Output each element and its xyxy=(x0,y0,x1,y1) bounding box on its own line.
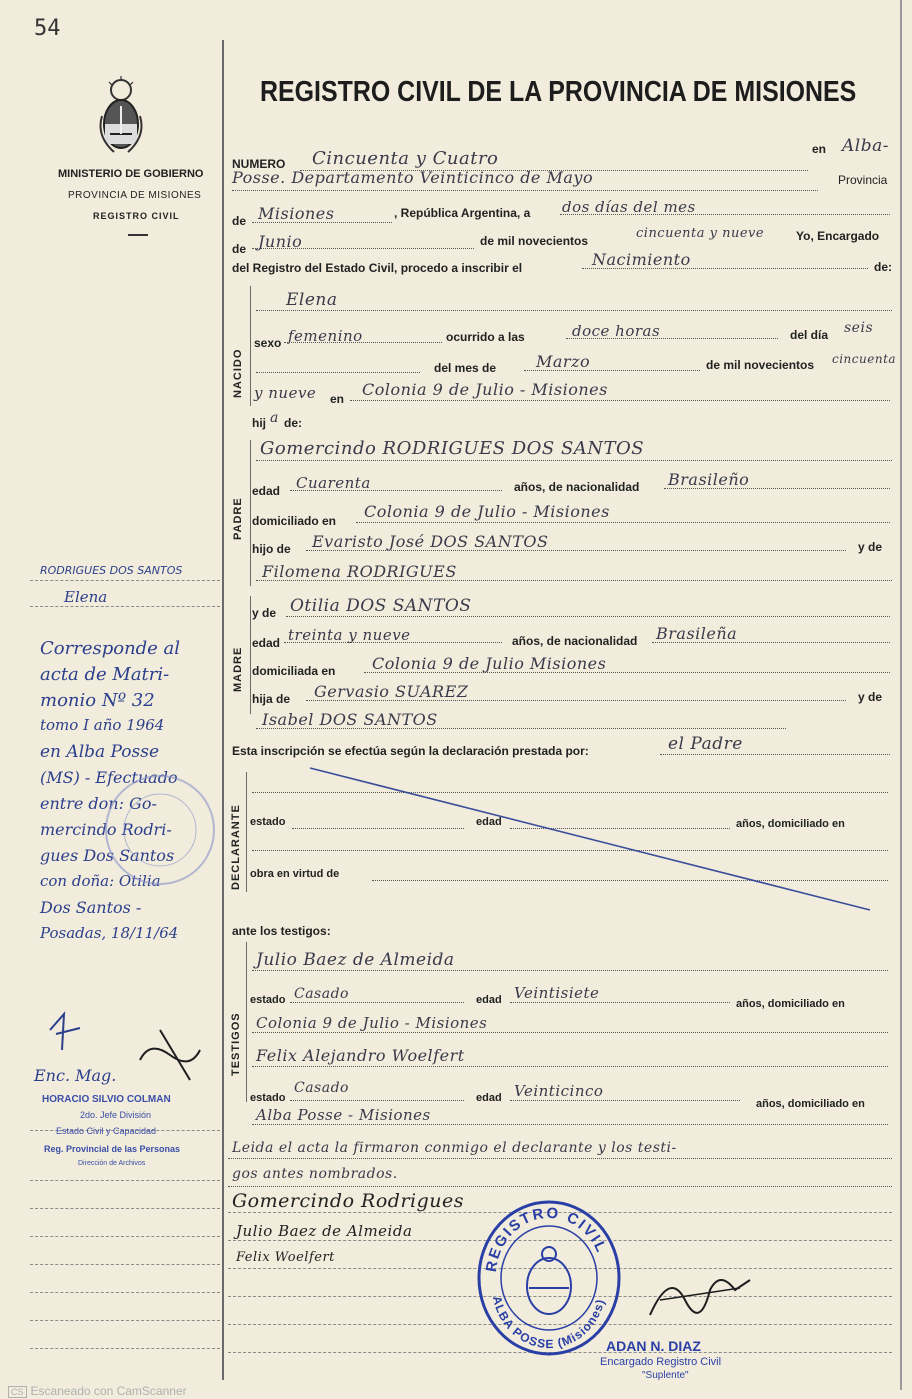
margin-rule-5 xyxy=(30,1264,220,1265)
padre-nac-value: Brasileño xyxy=(668,470,750,489)
margin-rule-a xyxy=(30,580,220,581)
testigo2-dom-value: Alba Posse - Misiones xyxy=(256,1106,431,1124)
obra-label: obra en virtud de xyxy=(250,868,340,880)
madre-y-de2-label: y de xyxy=(858,690,883,704)
padre-nombre-value: Gomercindo RODRIGUES DOS SANTOS xyxy=(260,438,645,459)
margin-note-5: (MS) - Efectuado xyxy=(40,768,178,787)
nacido-side-label: NACIDO xyxy=(232,348,244,398)
lugar-nac-value: Colonia 9 de Julio - Misiones xyxy=(362,380,608,399)
testigo2-anios-label: años, domiciliado en xyxy=(756,1098,865,1110)
ocurrido-label: ocurrido a las xyxy=(446,330,525,344)
lugar2-line xyxy=(232,190,818,191)
abuela-p-line xyxy=(256,580,892,581)
margin-note-0: Corresponde al xyxy=(40,638,181,659)
madre-dom-line xyxy=(364,672,890,673)
acto-value: Nacimiento xyxy=(592,250,691,269)
officer-name: ADAN N. DIAZ xyxy=(606,1338,701,1354)
cierre-line1: Leida el acta la firmaron conmigo el declarante y los testi- xyxy=(232,1140,677,1156)
provincia-value: Misiones xyxy=(258,204,335,223)
padre-edad-line xyxy=(290,490,502,491)
seal-top-text: REGISTRO CIVIL xyxy=(482,1204,611,1274)
padre-nombre-line xyxy=(256,460,892,461)
testigo2-edad-value: Veinticinco xyxy=(514,1082,604,1100)
madre-hija-de-label: hija de xyxy=(252,692,291,706)
en-label: en xyxy=(812,142,827,156)
madre-edad-label: edad xyxy=(252,636,281,650)
officer-signature xyxy=(640,1260,760,1330)
mes-value: Marzo xyxy=(536,352,591,371)
header-rule xyxy=(128,234,148,236)
hijo-label: hij xyxy=(252,416,266,430)
testigo1-anios-label: años, domiciliado en xyxy=(736,998,845,1010)
dia-registro-line xyxy=(560,214,890,215)
padre-dom-label: domiciliado en xyxy=(252,514,337,528)
testigo1-nombre-value: Julio Baez de Almeida xyxy=(256,950,455,970)
declarante-anios-label: años, domiciliado en xyxy=(736,818,845,830)
madre-dom-label: domiciliada en xyxy=(252,664,336,678)
margin-note-2: monio Nº 32 xyxy=(40,690,155,711)
hijo-suffix: a xyxy=(270,410,279,426)
anio-registro-value: cincuenta y nueve xyxy=(636,226,765,241)
margin-note-8: gues Dos Santos xyxy=(40,846,175,865)
abuela-m-value: Isabel DOS SANTOS xyxy=(262,710,438,729)
padre-dom-line xyxy=(356,522,890,523)
testigo1-estado-label: estado xyxy=(250,994,286,1006)
padre-hijo-de-label: hijo de xyxy=(252,542,291,556)
margin-rule-4 xyxy=(30,1236,220,1237)
declarante-side-label: DECLARANTE xyxy=(230,804,242,890)
testigos-bracket xyxy=(246,942,247,1102)
margin-stamp-line2: 2do. Jefe División xyxy=(80,1110,152,1120)
madre-dom-value: Colonia 9 de Julio Misiones xyxy=(372,654,607,673)
mes-line xyxy=(524,370,700,371)
margin-rule-7 xyxy=(30,1320,220,1321)
province-label: PROVINCIA DE MISIONES xyxy=(68,190,202,201)
yo-encargado-label: Yo, Encargado xyxy=(796,229,880,243)
declarante-bracket xyxy=(246,772,247,892)
document-title: REGISTRO CIVIL DE LA PROVINCIA DE MISIONES xyxy=(260,76,857,108)
madre-y-de-label: y de xyxy=(252,606,277,620)
declarante-line xyxy=(660,754,890,755)
hora-value: doce horas xyxy=(572,322,661,340)
del-mes-line-a xyxy=(256,372,420,373)
acto-line xyxy=(582,268,868,269)
madre-nombre-value: Otilia DOS SANTOS xyxy=(290,596,472,616)
margin-note-7: mercindo Rodri- xyxy=(40,820,172,839)
madre-nac-label: años, de nacionalidad xyxy=(512,634,638,648)
lugar-nac-line xyxy=(350,400,890,401)
margin-stamp-line5: Dirección de Archivos xyxy=(78,1160,146,1167)
numero-label: NUMERO xyxy=(232,157,286,171)
testigo1-edad-value: Veintisiete xyxy=(514,984,600,1002)
padre-side-label: PADRE xyxy=(232,497,244,540)
cierre1-line xyxy=(228,1158,892,1159)
testigo1-dom-line xyxy=(252,1032,888,1033)
testigo2-nombre-line xyxy=(252,1066,888,1067)
seal-bottom-text: ALBA POSSE (Misiones) xyxy=(489,1294,608,1352)
lugar2-value: Posse. Departamento Veinticinco de Mayo xyxy=(232,168,594,187)
cs-logo-icon: CS xyxy=(8,1386,27,1398)
padre-edad-value: Cuarenta xyxy=(296,474,371,492)
mes-registro-line xyxy=(252,248,474,249)
anio2-value: y nueve xyxy=(254,384,317,402)
coat-of-arms-icon xyxy=(96,76,146,156)
padre-bracket xyxy=(250,440,251,586)
testigos-label: ante los testigos: xyxy=(232,924,331,938)
nombre-line xyxy=(256,310,892,311)
republica-label: , República Argentina, a xyxy=(394,206,531,220)
provincia-label: Provincia xyxy=(838,173,888,187)
margin-note-6: entre don: Go- xyxy=(40,794,157,813)
madre-nac-value: Brasileña xyxy=(656,624,738,643)
margin-name-1: RODRIGUES DOS SANTOS xyxy=(40,564,183,577)
declarante-estado-label: estado xyxy=(250,816,286,828)
margin-note-9: con doña: Otilia xyxy=(40,872,161,890)
madre-nac-line xyxy=(652,642,890,643)
madre-side-label: MADRE xyxy=(232,646,244,692)
declarante-value: el Padre xyxy=(668,734,743,754)
margin-rule-6 xyxy=(30,1292,220,1293)
margin-note-4: en Alba Posse xyxy=(40,742,160,762)
margin-initials: Enc. Mag. xyxy=(34,1066,117,1085)
margin-rule-b xyxy=(30,606,220,607)
officer-role: Encargado Registro Civil xyxy=(600,1356,722,1368)
cancel-stroke xyxy=(300,760,880,920)
sexo-label: sexo xyxy=(254,336,282,350)
sexo-line xyxy=(284,342,442,343)
abuela-p-value: Filomena RODRIGUES xyxy=(262,562,457,581)
hijo-de-label: de: xyxy=(284,416,302,430)
margin-note-3: tomo I año 1964 xyxy=(40,716,165,734)
scanner-watermark-text: Escaneado con CamScanner xyxy=(30,1384,187,1398)
margin-seal xyxy=(100,770,220,890)
en2-label: en xyxy=(330,392,345,406)
abuelo-p-line xyxy=(306,550,846,551)
firma-julio: Julio Baez de Almeida xyxy=(236,1222,413,1240)
nombre-value: Elena xyxy=(286,290,338,310)
madre-nombre-line xyxy=(286,616,890,617)
de-label-2: de xyxy=(232,242,247,256)
margin-stamp-line4: Reg. Provincial de las Personas xyxy=(44,1144,181,1154)
del-registro-label: del Registro del Estado Civil, procedo a inscribir el xyxy=(232,261,523,275)
margin-name-2: Elena xyxy=(64,588,108,606)
sexo-value: femenino xyxy=(288,327,363,345)
margin-rule-3 xyxy=(30,1208,220,1209)
padre-nac-line xyxy=(664,488,890,489)
margin-stamp-line1: HORACIO SILVIO COLMAN xyxy=(42,1094,171,1105)
testigo1-estado-value: Casado xyxy=(294,986,349,1002)
inscripcion-label: Esta inscripción se efectúa según la declaración prestada por: xyxy=(232,744,589,758)
cierre-line2: gos antes nombrados. xyxy=(232,1166,398,1182)
page-number: 54 xyxy=(34,16,61,41)
padre-y-de-label: y de xyxy=(858,540,883,554)
column-divider xyxy=(222,40,224,1380)
padre-edad-label: edad xyxy=(252,484,281,498)
hora-line xyxy=(566,338,778,339)
abuelo-m-line xyxy=(306,700,846,701)
numero-value: Cincuenta y Cuatro xyxy=(312,148,499,169)
provincia-line xyxy=(252,222,392,223)
scanner-watermark xyxy=(8,1384,187,1398)
de-label-1: de xyxy=(232,214,247,228)
testigo2-edad-line xyxy=(510,1100,740,1101)
del-dia-label: del día xyxy=(790,328,829,342)
margin-rule-2 xyxy=(30,1180,220,1181)
svg-text:REGISTRO CIVIL xyxy=(483,1205,610,1273)
del-mes-label: del mes de xyxy=(434,361,497,375)
de-mil2-label: de mil novecientos xyxy=(706,358,815,372)
testigo1-estado-line xyxy=(290,1002,464,1003)
ministry-label: MINISTERIO DE GOBIERNO xyxy=(58,168,204,180)
dia-registro-value: dos días del mes xyxy=(562,198,696,216)
testigo2-estado-line xyxy=(290,1100,464,1101)
margin-note-11: Posadas, 18/11/64 xyxy=(40,924,179,942)
registro-civil-seal xyxy=(474,1196,624,1356)
lugar1-value: Alba- xyxy=(842,136,889,156)
mes-registro-value: Junio xyxy=(258,232,303,251)
margin-note-10: Dos Santos - xyxy=(40,898,142,917)
de-colon-label: de: xyxy=(874,260,892,274)
firma-felix: Felix Woelfert xyxy=(236,1250,335,1265)
anio1-value: cincuenta xyxy=(832,352,897,366)
abuela-m-line xyxy=(256,728,786,729)
madre-edad-value: treinta y nueve xyxy=(288,626,411,644)
testigo2-dom-line xyxy=(252,1124,888,1125)
testigo1-edad-label: edad xyxy=(476,994,502,1006)
dia-value: seis xyxy=(844,320,874,336)
testigo1-nombre-line xyxy=(252,970,888,971)
firma-gomercindo: Gomercindo Rodrigues xyxy=(232,1190,465,1212)
testigos-side-label: TESTIGOS xyxy=(230,1012,242,1076)
margin-note-1: acta de Matri- xyxy=(40,664,170,685)
madre-edad-line xyxy=(284,642,502,643)
registry-label: REGISTRO CIVIL xyxy=(93,211,180,221)
abuelo-m-value: Gervasio SUAREZ xyxy=(314,682,469,701)
madre-bracket xyxy=(250,596,251,714)
testigo1-edad-line xyxy=(510,1002,730,1003)
padre-nac-label: años, de nacionalidad xyxy=(514,480,640,494)
officer-sub: "Suplente" xyxy=(642,1370,689,1381)
right-edge xyxy=(900,0,902,1390)
margin-stamp-line3: Estado Civil y Capacidad xyxy=(56,1126,157,1136)
testigo2-estado-label: estado xyxy=(250,1092,286,1104)
abuelo-p-value: Evaristo José DOS SANTOS xyxy=(312,532,549,551)
de-mil-label: de mil novecientos xyxy=(480,234,589,248)
cierre2-line xyxy=(228,1186,892,1187)
testigo1-dom-value: Colonia 9 de Julio - Misiones xyxy=(256,1014,488,1032)
margin-rule-8 xyxy=(30,1348,220,1349)
testigo2-edad-label: edad xyxy=(476,1092,502,1104)
padre-dom-value: Colonia 9 de Julio - Misiones xyxy=(364,502,610,521)
testigo2-estado-value: Casado xyxy=(294,1080,349,1096)
nacido-bracket xyxy=(250,286,251,406)
declarante-edad-label: edad xyxy=(476,816,502,828)
testigo2-nombre-value: Felix Alejandro Woelfert xyxy=(256,1046,465,1065)
